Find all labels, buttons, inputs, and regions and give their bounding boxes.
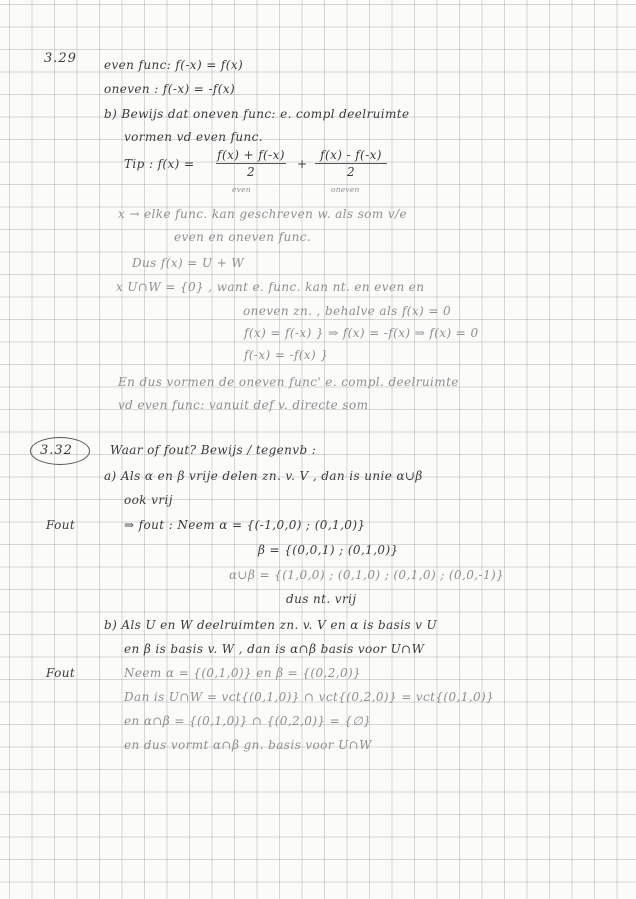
- line-intersection-zero: x U∩W = {0} , want e. func. kan nt. en even en: [116, 280, 425, 294]
- margin-fout-b: Fout: [46, 666, 76, 680]
- fraction-bar: [216, 163, 286, 164]
- line-a-statement-cont: ook vrij: [124, 493, 173, 507]
- line-behalve: oneven zn. , behalve als f(x) = 0: [243, 304, 452, 318]
- line-elke-func: x → elke func. kan geschreven w. als som v/e: [118, 207, 407, 221]
- line-b-intersection: en α∩β = {(0,1,0)} ∩ {(0,2,0)} = {∅}: [124, 714, 372, 728]
- tip-fraction-even: [216, 148, 286, 179]
- line-conclusion-cont: vd even func: vanuit def v. directe som: [118, 398, 369, 412]
- line-conclusion: En dus vormen de oneven func' e. compl. deelruimte: [118, 375, 459, 389]
- margin-fout-a: Fout: [46, 518, 76, 532]
- line-dus-sum: Dus f(x) = U + W: [132, 256, 245, 270]
- line-even-en-oneven: even en oneven func.: [174, 230, 312, 244]
- line-a-dus-nt-vrij: dus nt. vrij: [286, 592, 357, 606]
- tip-prefix: Tip : f(x) =: [124, 157, 195, 171]
- line-b-neem: Neem α = {(0,1,0)} en β = {(0,2,0)}: [124, 666, 362, 680]
- line-b-statement: b) Als U en W deelruimten zn. v. V en α is basis v U: [104, 618, 438, 632]
- fraction-bar: [315, 163, 387, 164]
- line-bewijs-statement-cont: vormen vd even func.: [124, 130, 263, 144]
- line-oneven-func: oneven : f(-x) = -f(x): [104, 82, 236, 96]
- line-a-beta: β = {(0,0,1) ; (0,1,0)}: [258, 543, 399, 557]
- tip-numerator-even: f(x) + f(-x): [217, 148, 285, 162]
- tip-denominator-oneven: 2: [346, 165, 356, 179]
- line-even-func: even func: f(-x) = f(x): [104, 58, 244, 72]
- line-implication-2: f(-x) = -f(x) }: [244, 348, 329, 362]
- tip-denominator-even: 2: [246, 165, 256, 179]
- tip-fraction-oneven: [315, 148, 387, 179]
- line-a-neem-alpha: ⇒ fout : Neem α = {(-1,0,0) ; (0,1,0)}: [124, 518, 366, 532]
- tip-numerator-oneven: f(x) - f(-x): [320, 148, 382, 162]
- line-b-statement-cont: en β is basis v. W , dan is α∩β basis voor U∩W: [124, 642, 425, 656]
- line-a-statement: a) Als α en β vrije delen zn. v. V , dan is unie α∪β: [104, 469, 423, 483]
- problem-number-3-32: 3.32: [40, 443, 73, 458]
- tip-plus-sign: +: [297, 157, 308, 171]
- label-even-under: even: [232, 185, 251, 194]
- problem-3-32-title: Waar of fout? Bewijs / tegenvb :: [110, 443, 317, 457]
- line-b-conclusion: en dus vormt α∩β gn. basis voor U∩W: [124, 738, 372, 752]
- line-implication-1: f(x) = f(-x) } ⇒ f(x) = -f(x) ⇒ f(x) = 0: [244, 326, 479, 340]
- line-b-dan: Dan is U∩W = vct{(0,1,0)} ∩ vct{(0,2,0)} = vct{(0,1,0)}: [124, 690, 495, 704]
- problem-number-3-29: 3.29: [44, 51, 77, 66]
- line-a-union: α∪β = {(1,0,0) ; (0,1,0) ; (0,1,0) ; (0,0,-1)}: [229, 568, 505, 582]
- label-oneven-under: oneven: [331, 185, 360, 194]
- line-bewijs-statement: b) Bewijs dat oneven func: e. compl deelruimte: [104, 107, 410, 121]
